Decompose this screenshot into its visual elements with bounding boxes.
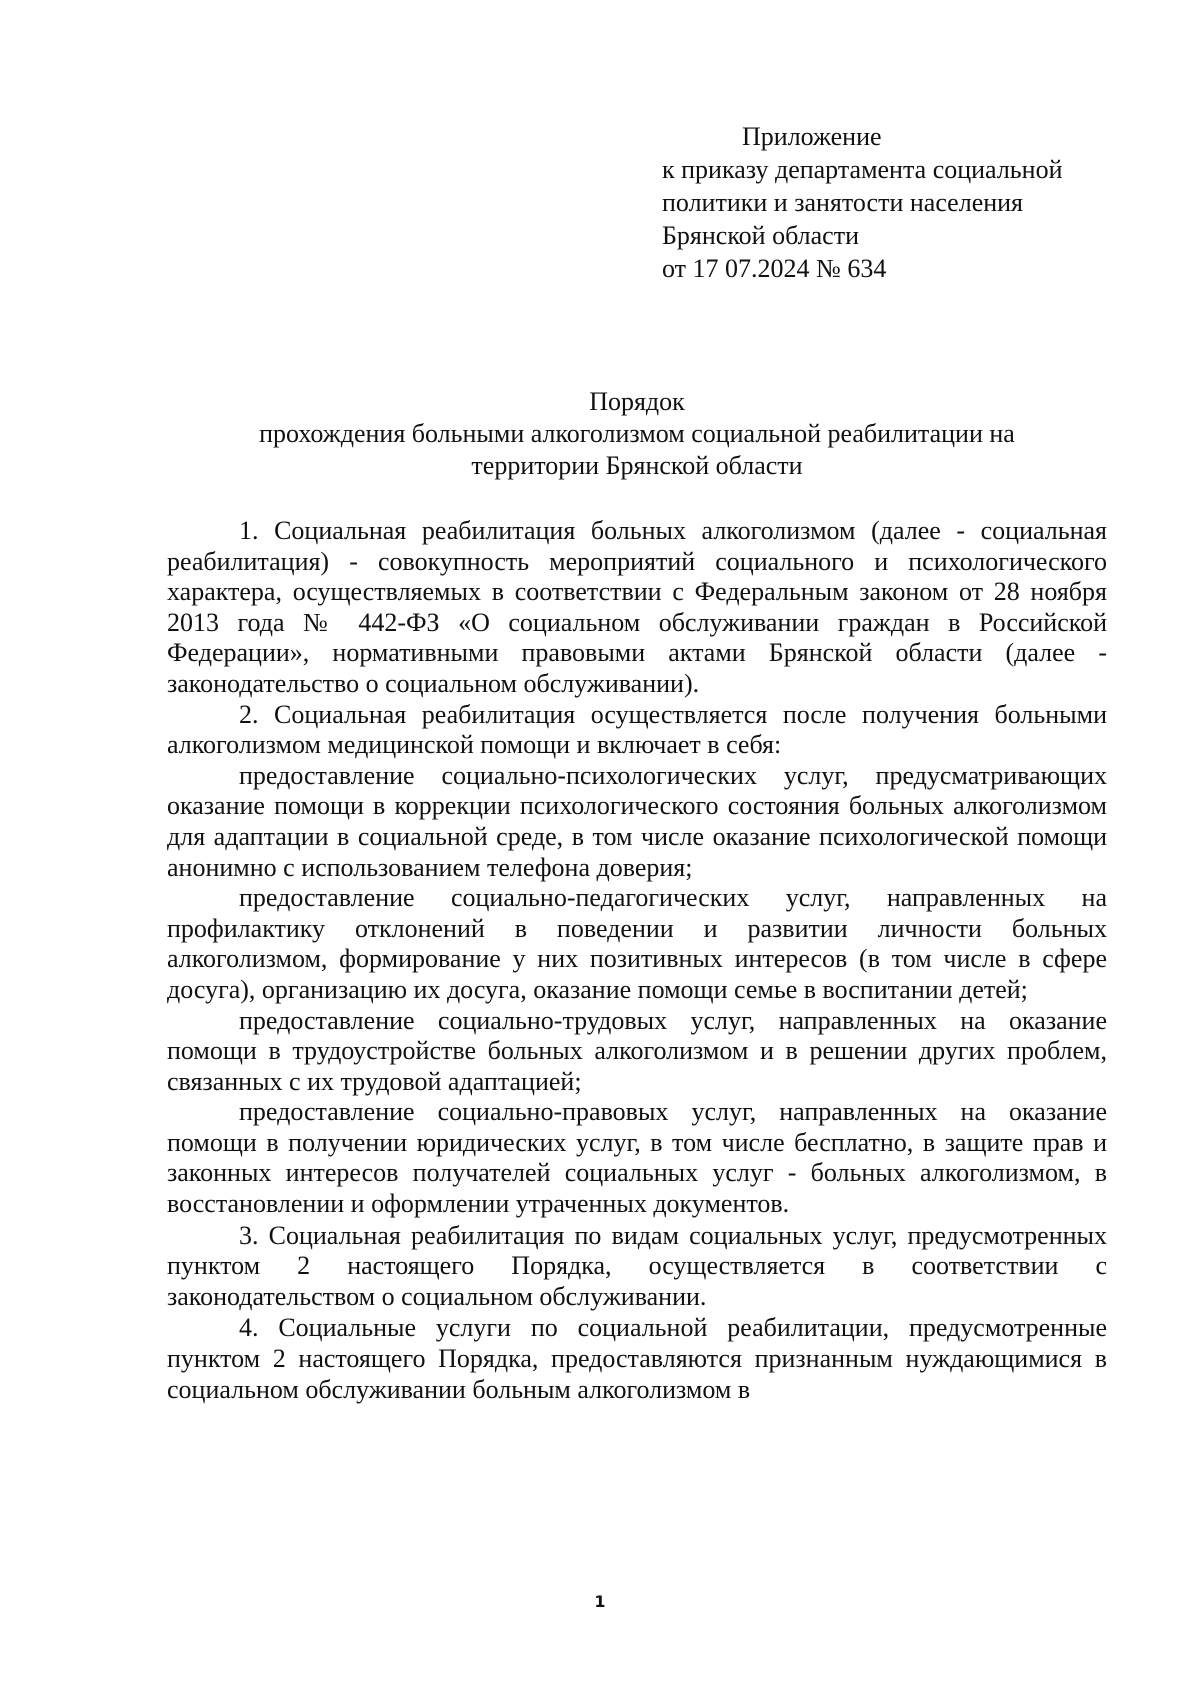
title-line-2: прохождения больными алкоголизмом социальной реабилитации на bbox=[259, 419, 1015, 448]
title-line-1: Порядок bbox=[589, 387, 685, 416]
appendix-line: политики и занятости населения bbox=[662, 188, 1024, 217]
paragraph-2: 2. Социальная реабилитация осуществляется после получения больными алкоголизмом медицинской помощи и включает в себя: bbox=[167, 699, 1107, 760]
paragraph-pedagogical-services: предоставление социально-педагогических услуг, направленных на профилактику отклонений в поведении и развитии личности больных алкоголизмом, формирование у них позитивных интересов (в том числе в сфере досуга), организацию их досуга, оказание помощи семье в воспитании детей; bbox=[167, 883, 1107, 1004]
paragraph-labor-services: предоставление социально-трудовых услуг, направленных на оказание помощи в трудоустройстве больных алкоголизмом и в решении других проблем, связанных с их трудовой адаптацией; bbox=[167, 1005, 1107, 1096]
page-number: 1 bbox=[594, 1592, 606, 1611]
paragraph-1: 1. Социальная реабилитация больных алкоголизмом (далее - социальная реабилитация) - совокупность мероприятий социального и психологического характера, осуществляемых в соответствии с Федеральным законом от 28 ноября 2013 года № 442-ФЗ «О социальном обслуживании граждан в Российской Федерации», нормативными правовыми актами Брянской области (далее - законодательство о социальном обслуживании). bbox=[167, 516, 1107, 698]
appendix-line: к приказу департамента социальной bbox=[662, 155, 1063, 184]
paragraph-3: 3. Социальная реабилитация по видам социальных услуг, предусмотренных пунктом 2 настоящего Порядка, осуществляется в соответствии с законодательством о социальном обслуживании. bbox=[167, 1220, 1107, 1311]
appendix-order-date-number: от 17 07.2024 № 634 bbox=[662, 254, 887, 283]
title-line-3: территории Брянской области bbox=[471, 451, 803, 480]
document-body bbox=[167, 516, 1107, 1405]
paragraph-legal-services: предоставление социально-правовых услуг, направленных на оказание помощи в получении юридических услуг, в том числе бесплатно, в защите прав и законных интересов получателей социальных услуг - больных алкоголизмом, в восстановлении и оформлении утраченных документов. bbox=[167, 1097, 1107, 1219]
paragraph-4: 4. Социальные услуги по социальной реабилитации, предусмотренные пунктом 2 настоящего Порядка, предоставляются признанным нуждающимися в социальном обслуживании больным алкоголизмом в bbox=[167, 1313, 1107, 1404]
appendix-line: Брянской области bbox=[662, 221, 859, 250]
document-title bbox=[167, 386, 1107, 482]
paragraph-psychological-services: предоставление социально-психологических услуг, предусматривающих оказание помощи в коррекции психологического состояния больных алкоголизмом для адаптации в социальной среде, в том числе оказание психологической помощи анонимно с использованием телефона доверия; bbox=[167, 760, 1107, 882]
appendix-block bbox=[662, 120, 1142, 285]
appendix-heading: Приложение bbox=[742, 122, 882, 151]
